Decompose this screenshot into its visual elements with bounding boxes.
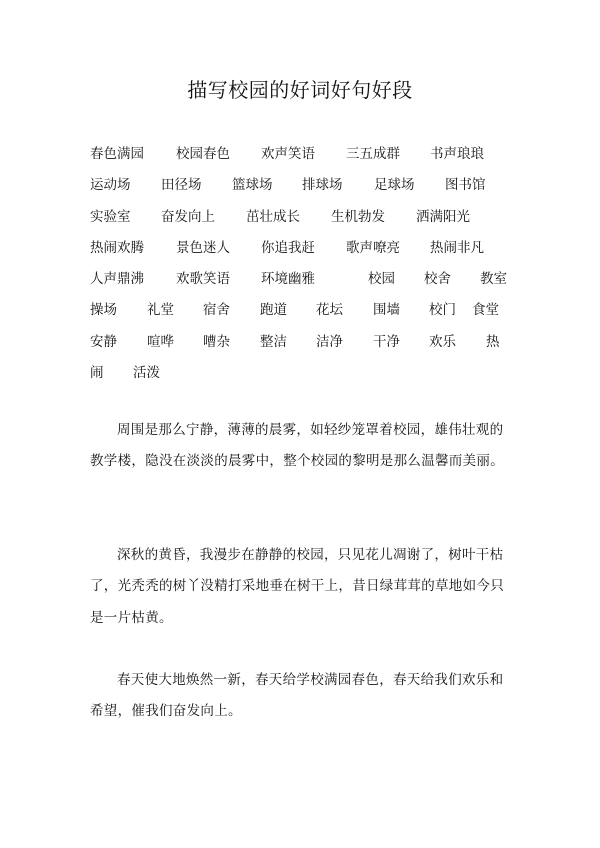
word: 闹 [90,365,104,382]
word: 实验室 [90,208,131,225]
word: 运动场 [90,177,131,194]
word: 教室 [480,271,507,288]
word: 排球场 [302,177,343,194]
word: 校园 [368,271,395,288]
word: 安静 [90,333,117,350]
word-row [90,205,520,236]
word: 洒满阳光 [416,208,470,225]
paragraph: 深秋的黄昏，我漫步在静静的校园，只见花儿凋谢了，树叶干枯了，光秃秃的树丫没精打采地垂在树干上，昔日绿茸茸的草地如今只是一片枯黄。 [90,547,504,626]
word: 花坛 [316,302,343,319]
word: 热闹欢腾 [90,239,144,256]
word: 热闹非凡 [430,239,484,256]
word: 整洁 [260,333,287,350]
word-row [90,236,520,267]
word: 洁净 [316,333,343,350]
word: 围墙 [373,302,400,319]
word: 图书馆 [445,177,486,194]
word: 跑道 [260,302,287,319]
word: 操场 [90,302,117,319]
word: 欢歌笑语 [176,271,230,288]
word: 奋发向上 [161,208,215,225]
word: 足球场 [374,177,415,194]
word: 校门 [429,302,456,319]
word: 欢乐 [429,333,456,350]
word: 田径场 [161,177,202,194]
word: 茁壮成长 [246,208,300,225]
word: 篮球场 [232,177,273,194]
word: 宿舍 [203,302,230,319]
word-row [90,142,520,173]
document-title: 描写校园的好词好句好段 [187,78,413,102]
word: 三五成群 [346,146,400,162]
word: 生机勃发 [331,208,385,225]
word: 活泼 [133,365,160,382]
word-row [90,361,520,392]
word: 食堂 [472,302,499,319]
word-row [90,173,520,204]
word: 欢声笑语 [261,146,315,162]
word: 环境幽雅 [261,271,315,288]
word: 春色满园 [90,146,144,162]
paragraph: 周围是那么宁静，薄薄的晨雾，如轻纱笼罩着校园，雄伟壮观的教学楼，隐没在淡淡的晨雾中，整个校园的黎明是那么温馨而美丽。 [90,422,504,470]
word: 嘈杂 [203,333,230,350]
word: 歌声嘹亮 [346,239,400,256]
word-row [90,267,520,298]
word: 校园春色 [176,146,230,162]
word: 热 [486,333,500,350]
word: 喧哗 [147,333,174,350]
word-row [90,298,520,329]
word: 干净 [373,333,400,350]
word: 书声琅琅 [430,146,484,162]
word: 人声鼎沸 [90,271,144,288]
word: 礼堂 [147,302,174,319]
word: 你追我赶 [261,239,315,256]
paragraph: 春天使大地焕然一新，春天给学校满园春色，春天给我们欢乐和希望，催我们奋发向上。 [90,672,504,720]
word: 景色迷人 [176,239,230,256]
word: 校舍 [424,271,451,288]
word-row [90,330,520,361]
word-list [90,142,520,392]
